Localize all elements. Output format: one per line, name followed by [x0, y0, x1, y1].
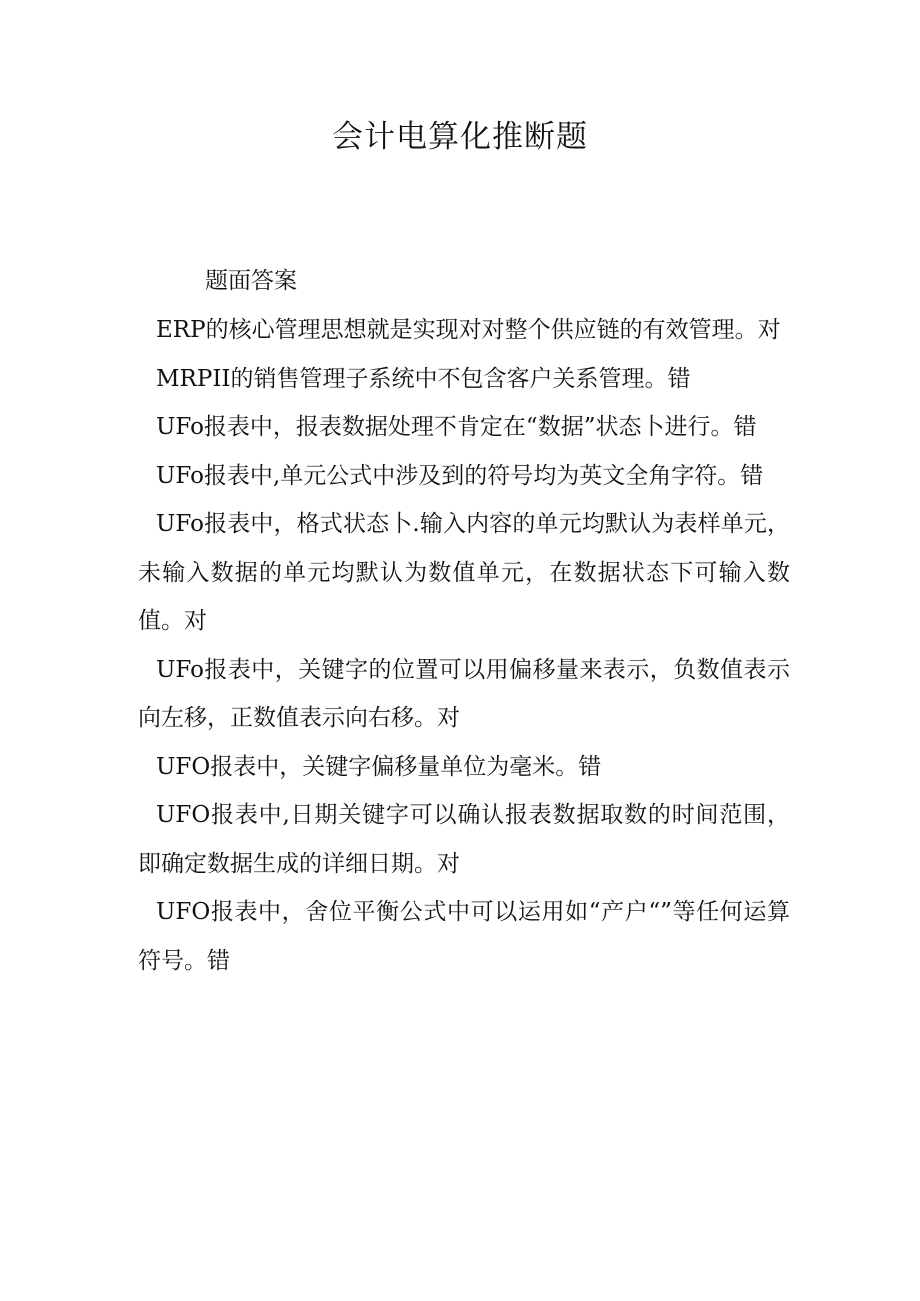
question-item: UFO报表中，关键字偏移量单位为毫米。错: [156, 753, 602, 780]
question-item: MRPII的销售管理子系统中不包含客户关系管理。错: [156, 365, 691, 392]
page-title: 会计电算化推断题: [332, 119, 588, 155]
question-item: UFO报表中,日期关键字可以确认报表数据取数的时间范围，即确定数据生成的详细日期。对: [138, 802, 790, 877]
question-item: ERP的核心管理思想就是实现对对整个供应链的有效管理。对: [156, 317, 781, 343]
question-item: UFo报表中,单元公式中涉及到的符号均为英文全角字符。错: [156, 462, 764, 489]
question-item: UFO报表中，舍位平衡公式中可以运用如“产户“”等任何运算符号。错: [138, 899, 790, 974]
question-item: UFo报表中，报表数据处理不肯定在“数据”状态卜进行。错: [156, 414, 757, 440]
question-item: UFo报表中，关键字的位置可以用偏移量来表示，负数值表示向左移，正数值表示向右移。对: [138, 656, 790, 731]
question-item: UFo报表中，格式状态卜.输入内容的单元均默认为表样单元，未输入数据的单元均默认为数值单元，在数据状态下可输入数值。对: [138, 511, 790, 634]
question-list: [138, 306, 790, 985]
column-header: 题面答案: [205, 268, 297, 294]
